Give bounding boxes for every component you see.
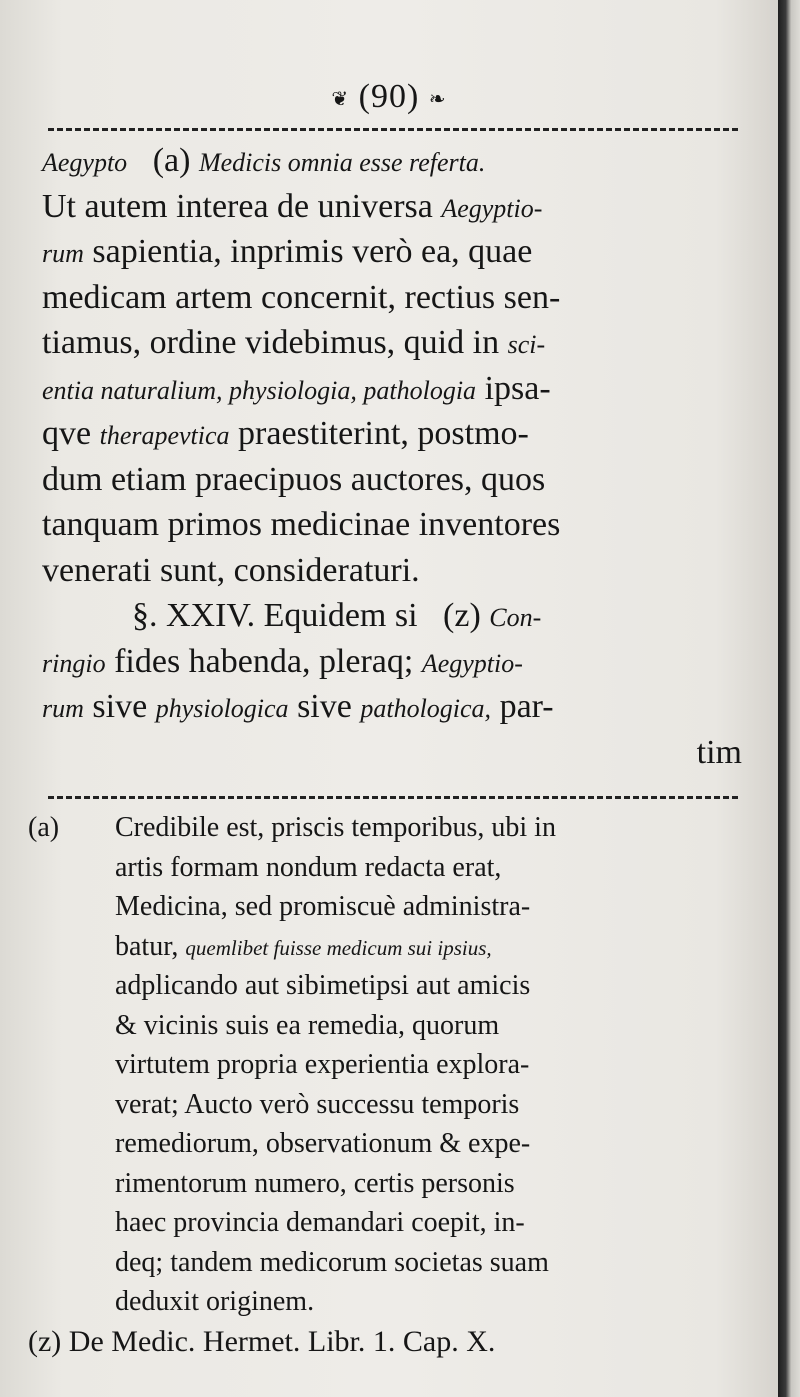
italic-word: Con- <box>489 603 542 632</box>
ornament-right-icon: ❧ <box>428 88 447 111</box>
section-heading-line <box>42 593 742 639</box>
italic-word: Aegypto <box>42 148 128 177</box>
text-line <box>42 320 742 366</box>
text-span: fides habenda, pleraq; <box>114 642 414 680</box>
text-span: ipsa- <box>484 369 551 407</box>
ornament-left-icon: ❦ <box>331 88 350 111</box>
header-rule <box>48 128 738 131</box>
italic-phrase: Medicis omnia esse referta. <box>198 148 486 177</box>
text-line <box>42 184 742 230</box>
text-line <box>42 639 742 685</box>
text-span: batur, <box>115 930 179 962</box>
footnote-mark-a: (a) <box>28 812 60 843</box>
text-span: praestiterint, postmo- <box>238 415 529 452</box>
footnote-line <box>28 1322 743 1362</box>
footnote-line: verat; Aucto verò successu temporis <box>115 1088 520 1120</box>
text-line: tanquam primos medicinae inventores <box>42 506 561 543</box>
text-span: De Medic. Hermet. Libr. 1. Cap. X. <box>68 1324 496 1358</box>
footnote-rule <box>48 796 738 799</box>
text-line <box>42 411 742 457</box>
footnote-line: deq; tandem medicorum societas suam <box>115 1246 549 1278</box>
italic-word: rum <box>42 694 84 723</box>
footnote-line <box>28 808 743 848</box>
footnote-line: haec provincia demandari coepit, in- <box>115 1207 525 1238</box>
text-line: dum etiam praecipuos auctores, quos <box>42 460 546 498</box>
text-line <box>42 229 742 275</box>
footnote-line: deduxit originem. <box>115 1286 315 1317</box>
italic-word: sci- <box>507 330 546 359</box>
footnote-mark-z: (z) <box>28 1324 62 1358</box>
footnotes <box>28 808 743 1361</box>
text-line: medicam artem concernit, rectius sen- <box>42 278 561 316</box>
footnote-line: artis formam nondum redacta erat, <box>115 851 502 883</box>
page-number: (90) <box>358 78 420 115</box>
footnote-line: & vicinis suis ea remedia, quorum <box>115 1009 500 1041</box>
text-line <box>42 138 742 184</box>
italic-word: Aegyptio- <box>441 193 543 223</box>
italic-word: pathologica, <box>360 694 492 723</box>
section-number: §. XXIV. Equidem si <box>132 597 418 634</box>
text-span: par- <box>499 688 554 725</box>
main-text <box>42 138 742 775</box>
footnote-line: rimentorum numero, certis personis <box>115 1167 515 1199</box>
text-line: venerati sunt, consideraturi. <box>42 551 420 589</box>
footnote-ref-a: (a) <box>152 142 191 179</box>
italic-word: physiologica <box>155 694 289 723</box>
footnote-line: Medicina, sed promiscuè administra- <box>115 891 531 922</box>
text-span: sapientia, inprimis verò ea, quae <box>92 233 533 270</box>
footnote-ref-z: (z) <box>443 597 481 634</box>
page-header <box>0 78 778 116</box>
italic-phrase: quemlibet fuisse medicum sui ipsius, <box>185 935 492 960</box>
text-span: Credibile est, priscis temporibus, ubi in <box>115 812 556 843</box>
text-line <box>42 366 742 412</box>
text-span: tiamus, ordine videbimus, quid in <box>42 324 500 361</box>
italic-word: rum <box>42 239 84 268</box>
italic-word: Aegyptio- <box>421 648 523 678</box>
catchword: tim <box>696 733 742 771</box>
italic-word: therapevtica <box>99 421 230 450</box>
footnote-line: adplicando aut sibimetipsi aut amicis <box>115 970 531 1001</box>
text-span: sive <box>92 688 148 725</box>
page-gutter <box>778 0 800 1397</box>
footnote-line: remediorum, observationum & expe- <box>115 1128 531 1159</box>
footnote-line <box>28 927 743 967</box>
text-span: sive <box>297 688 352 725</box>
text-span: Ut autem interea de universa <box>42 187 433 225</box>
text-line <box>42 684 742 730</box>
footnote-line: virtutem propria experientia explora- <box>115 1049 530 1080</box>
italic-phrase: entia naturalium, physiologia, pathologia <box>42 375 477 405</box>
italic-word: ringio <box>42 648 106 678</box>
text-span: qve <box>42 415 92 452</box>
